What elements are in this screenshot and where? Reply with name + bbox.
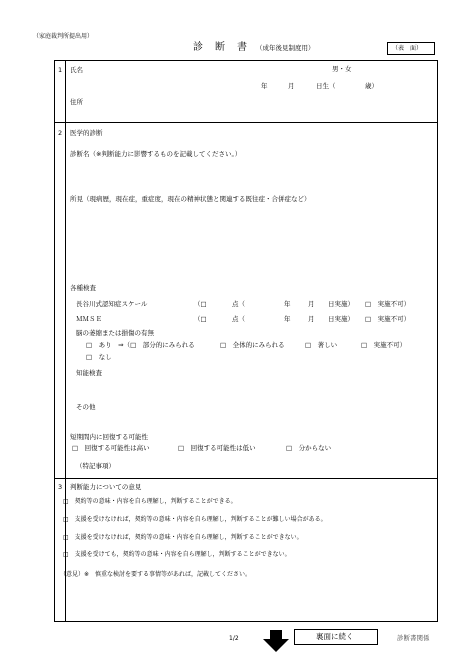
capacity-opinion-heading: 判断能力についての意見	[70, 483, 142, 491]
birth-day: 日生（	[316, 82, 336, 90]
recovery-heading: 短期間内に回復する可能性	[70, 433, 148, 441]
section-divider-1	[54, 122, 438, 123]
hasegawa-label: 長谷川式認知症スケール	[76, 300, 148, 308]
mmse-label: ＭＭＳＥ	[76, 315, 102, 323]
tests-heading: 各種検査	[70, 284, 96, 292]
birth-year: 年	[261, 82, 268, 90]
mmse-points: 点（	[232, 315, 245, 323]
atrophy-severe: □ 著しい	[305, 341, 338, 349]
capacity-option-4: □ 支援を受けても，契約等の意味・内容を自ら理解し，判断することができない。	[63, 551, 291, 558]
mmse-score-open: （□	[194, 315, 207, 323]
hasegawa-points: 点（	[232, 300, 245, 308]
section-2-number: 2	[58, 129, 63, 137]
section-3-number: 3	[58, 483, 63, 491]
capacity-option-3: □ 支援を受けなければ，契約等の意味・内容を自ら理解し，判断することができない。	[63, 534, 303, 541]
medical-diagnosis-heading: 医学的診断	[70, 129, 103, 137]
other-label: その他	[76, 403, 96, 411]
atrophy-not-possible: □ 実施不可）	[361, 341, 407, 349]
birth-month: 月	[288, 82, 295, 90]
hasegawa-year: 年	[284, 300, 291, 308]
diagnosis-name-label: 診断名（※判断能力に影響するものを記載してください。）	[70, 150, 242, 158]
atrophy-total: □ 全体的にみられる	[220, 341, 285, 349]
opinion-remarks-label: （意見）※ 慎重な検討を要する事情等があれば，記載してください。	[60, 571, 252, 578]
continue-to-back-label: 裏面に続く	[316, 632, 354, 641]
document-title: 診 断 書	[193, 42, 248, 53]
hasegawa-day: 日実施）	[328, 300, 354, 308]
findings-label: 所見（現病歴，現在症，重症度，現在の精神状態と関連する既往症・合併症など）	[70, 195, 311, 203]
page-number: 1/2	[229, 635, 239, 642]
court-note: （家庭裁判所提出用）	[33, 33, 94, 40]
gender-field: 男・女	[332, 65, 352, 73]
address-label: 住所	[70, 98, 83, 106]
mmse-month: 月	[308, 315, 315, 323]
department-label: 診断書関係	[397, 634, 430, 642]
mmse-year: 年	[284, 315, 291, 323]
atrophy-heading: 脳の萎縮または損傷の有無	[76, 329, 154, 337]
section-divider-2	[54, 478, 438, 479]
recovery-high: □ 回復する可能性は高い	[72, 444, 150, 452]
recovery-low: □ 回復する可能性は低い	[178, 444, 256, 452]
age-field: 歳）	[365, 82, 378, 90]
atrophy-yes-partial: □ あり ⇒（□ 部分的にみられる	[86, 341, 195, 349]
hasegawa-not-possible: □ 実施不可）	[365, 300, 411, 308]
capacity-option-1: □ 契約等の意味・内容を自ら理解し，判断することができる。	[63, 498, 237, 505]
capacity-option-2: □ 支援を受けなければ，契約等の意味・内容を自ら理解し，判断することが難しい場合がある。	[63, 516, 327, 523]
down-arrow-icon	[263, 630, 289, 652]
hasegawa-month: 月	[308, 300, 315, 308]
special-notes-label: （特記事項）	[76, 462, 115, 470]
hasegawa-score-open: （□	[194, 300, 207, 308]
mmse-not-possible: □ 実施不可）	[365, 315, 411, 323]
document-subtitle: （成年後見制度用）	[256, 44, 315, 52]
recovery-unknown: □ 分からない	[286, 444, 332, 452]
section-1-number: 1	[58, 66, 63, 74]
atrophy-no: □ なし	[86, 353, 112, 361]
side-label: （表 面）	[392, 45, 423, 52]
mmse-day: 日実施）	[328, 315, 354, 323]
name-label: 氏名	[70, 66, 83, 74]
intelligence-test-label: 知能検査	[76, 369, 102, 377]
